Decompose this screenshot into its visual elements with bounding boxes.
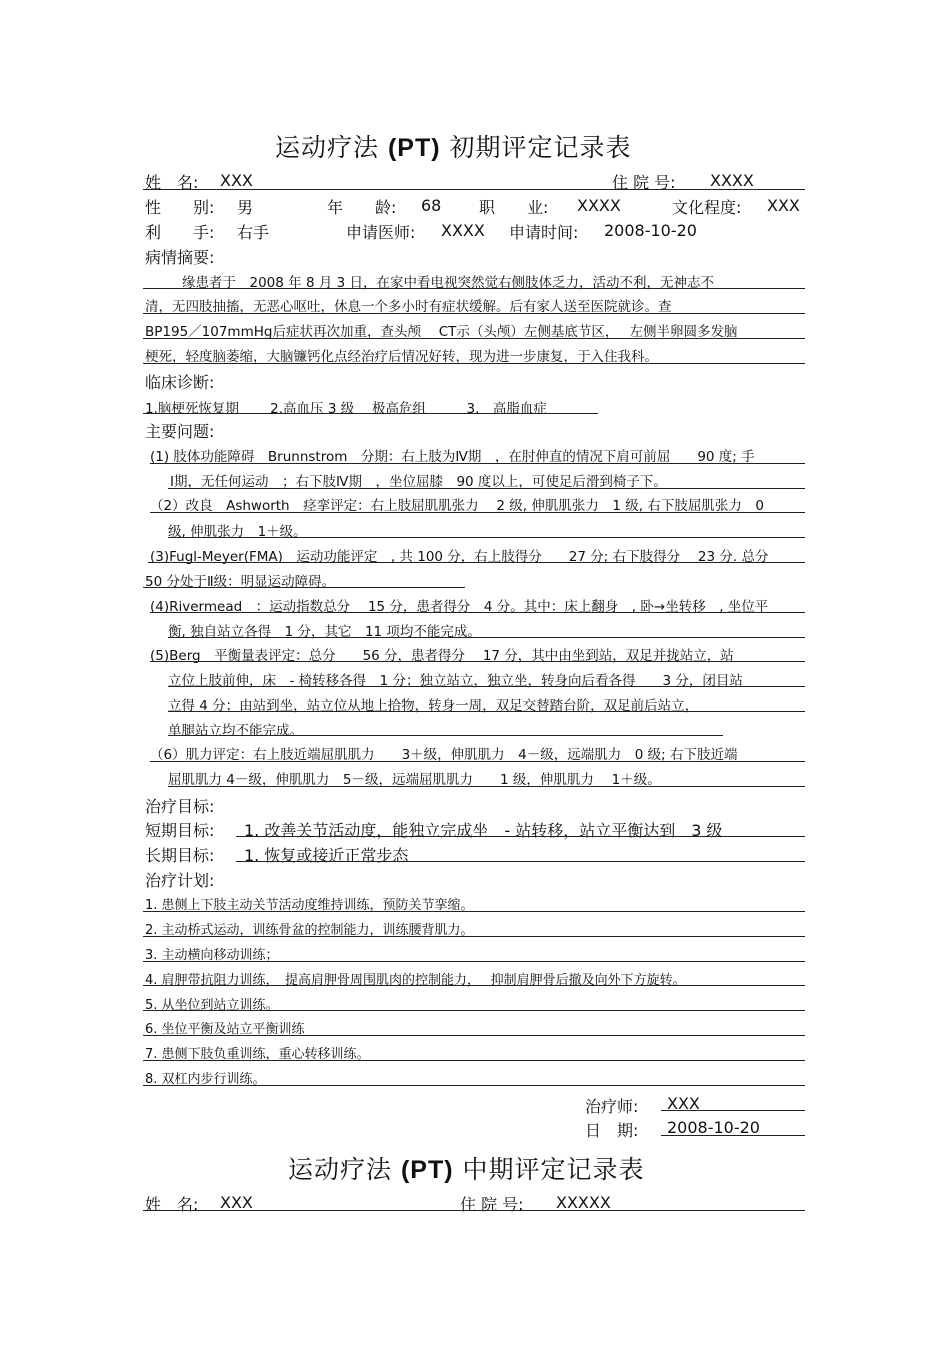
divider xyxy=(148,562,805,563)
doctor-value: XXXX xyxy=(441,221,485,240)
plan-item: 7. 患侧下肢负重训练，重心转移训练。 xyxy=(145,1047,370,1062)
divider xyxy=(168,735,723,736)
diagnosis-heading: 临床诊断: xyxy=(145,373,215,392)
hand-label: 利 手: xyxy=(145,223,215,242)
time-label: 申请时间: xyxy=(509,223,579,242)
divider xyxy=(168,637,805,638)
mid-title xyxy=(288,1150,645,1186)
time-value: 2008-10-20 xyxy=(604,221,697,240)
mid-admission-value: XXXXX xyxy=(556,1193,611,1212)
problem-line: 衡, 独自站立各得 1 分，其它 11 项均不能完成。 xyxy=(168,624,481,640)
name-value: XXX xyxy=(220,171,253,190)
goal-heading: 治疗目标: xyxy=(145,797,215,816)
divider xyxy=(143,1060,805,1061)
divider xyxy=(168,711,805,712)
plan-item: 6. 坐位平衡及站立平衡训练 xyxy=(145,1022,305,1037)
divider xyxy=(143,1210,805,1211)
divider xyxy=(143,338,805,339)
divider xyxy=(143,587,465,588)
plan-item: 4. 肩胛带抗阻力训练， 提高肩胛骨周围肌肉的控制能力， 抑制肩胛骨后撤及向外下方旋转。 xyxy=(145,973,686,988)
therapist-label: 治疗师: xyxy=(585,1097,639,1116)
admission-label: 住 院 号: xyxy=(612,173,676,192)
job-label: 职 业: xyxy=(479,198,549,217)
divider xyxy=(661,1135,805,1136)
problem-line: 立得 4 分；由站到坐，站立位从地上拾物，转身一周，双足交替踏台阶，双足前后站立， xyxy=(168,698,699,714)
divider xyxy=(143,961,805,962)
plan-item: 3. 主动横向移动训练； xyxy=(145,948,279,963)
problem-line: 立位上肢前伸，床 - 椅转移各得 1 分；独立站立，独立坐，转身向后看各得 3 分，闭目站 xyxy=(168,673,743,689)
title-pt: (PT) xyxy=(387,134,441,162)
summary-line: 梗死，轻度脑萎缩，大脑镰钙化点经治疗后情况好转，现为进一步康复，于入住我科。 xyxy=(145,349,658,365)
divider xyxy=(143,363,805,364)
summary-line: 缘患者于 2008 年 8 月 3 日，在家中看电视突然觉右侧肢体乏力，活动不利，无神志不 xyxy=(182,275,714,291)
summary-heading: 病情摘要: xyxy=(145,248,215,267)
divider xyxy=(150,512,805,513)
divider xyxy=(143,936,805,937)
divider xyxy=(168,537,805,538)
plan-item: 5. 从坐位到站立训练。 xyxy=(145,998,279,1013)
divider xyxy=(143,288,805,289)
mid-name-label: 姓 名: xyxy=(145,1195,199,1214)
therapist-value: XXX xyxy=(667,1094,700,1113)
divider xyxy=(661,1110,805,1111)
divider xyxy=(143,413,598,414)
date-label: 日 期: xyxy=(585,1121,639,1140)
plan-item: 8. 双杠内步行训练。 xyxy=(145,1072,266,1087)
long-goal-label: 长期目标: xyxy=(145,846,215,865)
divider xyxy=(168,686,805,687)
problem-line: (5)Berg 平衡量表评定：总分 56 分，患者得分 17 分，其中由坐到站，双足并拢站立，站 xyxy=(150,648,734,664)
problem-line: 级, 伸肌张力 1＋级。 xyxy=(168,524,307,540)
divider xyxy=(236,836,805,837)
divider xyxy=(236,861,805,862)
divider xyxy=(143,1035,805,1036)
problem-line: (4)Rivermead ：运动指数总分 15 分，患者得分 4 分。其中：床上翻身 , 卧→坐转移 , 坐位平 xyxy=(150,599,769,615)
divider xyxy=(168,786,805,787)
problems-heading: 主要问题: xyxy=(145,422,215,441)
plan-item: 1. 患侧上下肢主动关节活动度维持训练，预防关节挛缩。 xyxy=(145,898,474,913)
age-label: 年 龄: xyxy=(327,198,397,217)
mid-name-value: XXX xyxy=(220,1193,253,1212)
title-suffix: 初期评定记录表 xyxy=(440,133,632,162)
name-label: 姓 名: xyxy=(145,173,199,192)
sex-label: 性 别: xyxy=(145,198,215,217)
problem-line: 50 分处于Ⅱ级：明显运动障碍。 xyxy=(145,574,336,590)
short-goal-label: 短期目标: xyxy=(145,821,215,840)
mid-admission-label: 住 院 号: xyxy=(460,1195,524,1214)
title-pt: (PT) xyxy=(400,1156,454,1184)
initial-title xyxy=(275,128,632,164)
doctor-label: 申请医师: xyxy=(346,223,416,242)
divider xyxy=(143,1010,805,1011)
divider xyxy=(143,313,805,314)
diagnosis-line: 1.脑梗死恢复期 2.高血压 3 级 极高危组 3. 高脂血症 xyxy=(145,401,547,417)
problem-line: （2）改良 Ashworth 痉挛评定：右上肢屈肌肌张力 2 级, 伸肌肌张力 1 级, 右下肢屈肌张力 0 xyxy=(150,498,764,514)
problem-line: (3)Fugl-Meyer(FMA) 运动功能评定 , 共 100 分，右上肢得分 27 分; 右下肢得分 23 分. 总分 xyxy=(150,549,769,565)
short-goal-value: 1. 改善关节活动度，能独立完成坐 - 站转移，站立平衡达到 3 级 xyxy=(244,821,723,840)
summary-line: 清，无四肢抽搐，无恶心呕吐，休息一个多小时有症状缓解。后有家人送至医院就诊。查 xyxy=(145,299,672,315)
divider xyxy=(143,985,805,986)
date-value: 2008-10-20 xyxy=(667,1118,760,1137)
divider xyxy=(168,488,805,489)
long-goal-value: 1. 恢复或接近正常步态 xyxy=(244,846,409,865)
title-suffix: 中期评定记录表 xyxy=(453,1155,645,1184)
divider xyxy=(143,911,805,912)
divider xyxy=(150,612,805,613)
age-value: 68 xyxy=(421,196,442,215)
problem-line: 屈肌肌力 4－级，伸肌肌力 5－级，远端屈肌肌力 1 级，伸肌肌力 1＋级。 xyxy=(168,772,661,788)
education-label: 文化程度: xyxy=(672,198,742,217)
divider xyxy=(150,463,805,464)
admission-value: XXXX xyxy=(710,171,754,190)
title-prefix: 运动疗法 xyxy=(288,1155,401,1184)
plan-heading: 治疗计划: xyxy=(145,871,215,890)
plan-item: 2. 主动桥式运动，训练骨盆的控制能力，训练腰背肌力。 xyxy=(145,923,474,938)
hand-value: 右手 xyxy=(237,223,270,242)
divider xyxy=(143,1085,805,1086)
problem-line: (1) 肢体功能障碍 Brunnstrom 分期：右上肢为Ⅳ期 ，在肘伸直的情况下肩可前屈 90 度; 手 xyxy=(150,449,755,465)
education-value: XXX xyxy=(767,196,800,215)
summary-line: BP195／107mmHg后症状再次加重，查头颅 CT示（头颅）左侧基底节区， 左侧半卵圆多发脑 xyxy=(145,324,738,340)
problem-line: （6）肌力评定：右上肢近端屈肌肌力 3＋级，伸肌肌力 4－级，远端肌力 0 级; 右下肢近端 xyxy=(150,747,738,763)
sex-value: 男 xyxy=(237,198,254,217)
problem-line: Ⅰ期，无任何运动 ；右下肢Ⅳ期 ，坐位屈膝 90 度以上，可使足后滑到椅子下。 xyxy=(170,474,667,490)
divider xyxy=(143,189,805,190)
divider xyxy=(150,761,805,762)
divider xyxy=(150,661,805,662)
job-value: XXXX xyxy=(577,196,621,215)
title-prefix: 运动疗法 xyxy=(275,133,388,162)
problem-line: 单腿站立均不能完成。 xyxy=(168,723,303,739)
